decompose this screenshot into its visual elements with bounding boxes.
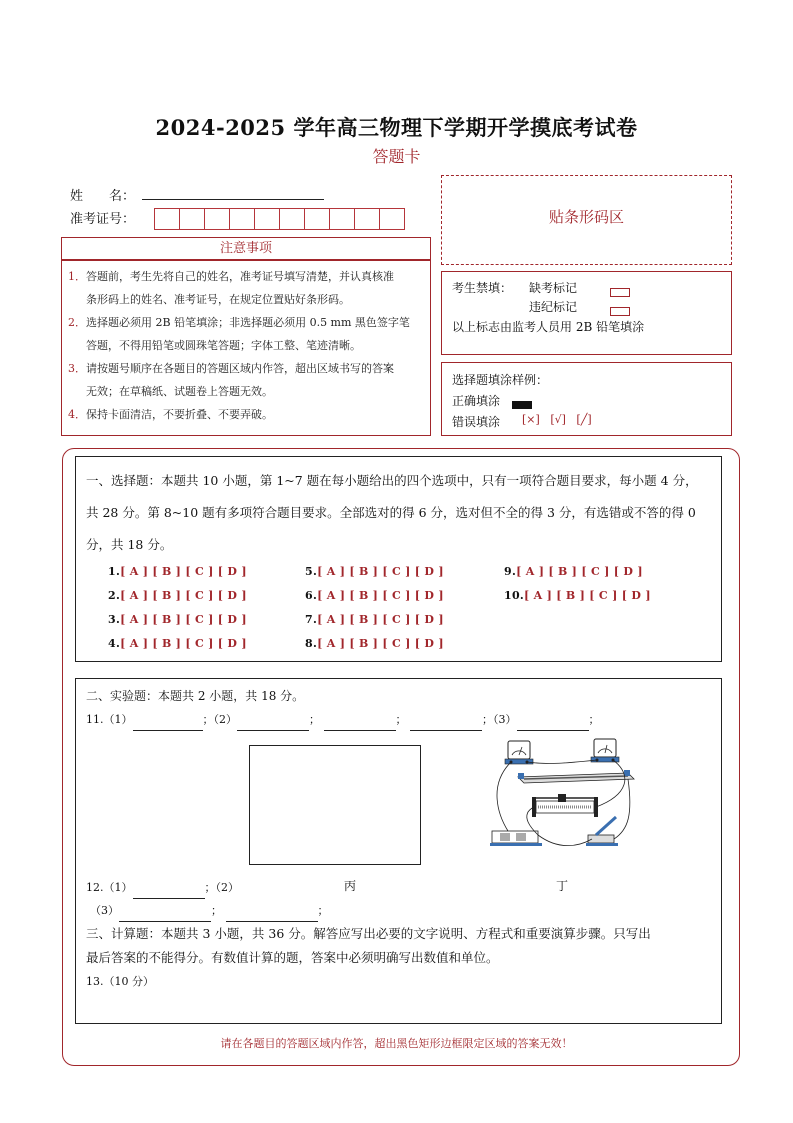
battery-icon	[490, 831, 542, 846]
footer-warning: 请在各题目的答题区域内作答，超出黑色矩形边框限定区域的答案无效！	[220, 1037, 573, 1050]
correct-fill-mark	[512, 394, 532, 413]
q11-part3-label: ；（3）	[482, 713, 517, 726]
note-number: 3．	[68, 362, 86, 375]
name-label: 姓 名：	[70, 189, 136, 204]
choice-question-4[interactable]	[108, 637, 247, 650]
note-text: 选择题必须用 2B 铅笔填涂；非选择题必须用 0.5 mm 黑色签字笔	[86, 316, 410, 329]
choice-options[interactable]: [ A ] [ B ] [ C ] [ D ]	[317, 565, 444, 578]
choice-question-8[interactable]	[305, 637, 444, 650]
section1-instructions-line3: 分，共 18 分。	[86, 537, 173, 552]
choice-question-10[interactable]	[504, 589, 651, 602]
choice-question-1[interactable]	[108, 565, 247, 578]
name-field[interactable]	[142, 184, 324, 200]
note-item	[68, 311, 424, 334]
rheostat-icon	[532, 794, 598, 817]
prohibited-note: 以上标志由监考人员用 2B 铅笔填涂	[452, 320, 645, 334]
section3-instructions-line2: 最后答案的不能得分。有数值计算的题，答案中必须明确写出数值和单位。	[86, 950, 499, 965]
q11-blank-4[interactable]	[410, 717, 482, 731]
q11-label: 11.（1）	[86, 713, 133, 726]
q12-answer-row-2	[90, 900, 329, 922]
choice-question-7[interactable]	[305, 613, 444, 626]
absent-mark-label: 缺考标记	[529, 281, 578, 295]
violation-mark-label: 违纪标记	[529, 300, 578, 314]
fill-sample-box	[441, 362, 732, 436]
separator: ；	[588, 713, 600, 726]
question-number: 8.	[305, 637, 318, 650]
id-digit-box[interactable]	[354, 208, 380, 230]
wrong-mark-slash: [╱]	[576, 413, 592, 426]
figure-bing-caption: 丙	[344, 879, 357, 893]
choice-options[interactable]: [ A ] [ B ] [ C ] [ D ]	[120, 613, 247, 626]
choice-options[interactable]: [ A ] [ B ] [ C ] [ D ]	[120, 637, 247, 650]
figure-bing-drawing-box[interactable]	[249, 745, 421, 865]
q12-blank-2[interactable]	[119, 908, 211, 922]
note-text: 请按题号顺序在各题目的答题区域内作答，超出区域书写的答案	[86, 362, 394, 375]
q12-blank-1[interactable]	[133, 885, 205, 899]
separator: ；	[309, 713, 320, 726]
wrong-fill-marks	[522, 413, 592, 426]
question-number: 4.	[108, 637, 121, 650]
question-number: 10.	[504, 589, 525, 602]
choice-options[interactable]: [ A ] [ B ] [ C ] [ D ]	[317, 637, 444, 650]
choice-options[interactable]: [ A ] [ B ] [ C ] [ D ]	[317, 589, 444, 602]
figure-ding-caption: 丁	[556, 879, 569, 893]
question-number: 1.	[108, 565, 121, 578]
id-digit-box[interactable]	[254, 208, 280, 230]
id-label: 准考证号：	[70, 212, 136, 227]
id-digit-box[interactable]	[379, 208, 405, 230]
choice-options[interactable]: [ A ] [ B ] [ C ] [ D ]	[524, 589, 651, 602]
note-text: 条形码上的姓名、准考证号，在规定位置贴好条形码。	[86, 293, 350, 306]
section2-heading: 二、实验题：本题共 2 小题，共 18 分。	[86, 689, 305, 703]
note-item	[68, 357, 424, 380]
question-number: 9.	[504, 565, 517, 578]
q12-blank-3[interactable]	[226, 908, 318, 922]
choice-question-6[interactable]	[305, 589, 444, 602]
question-number: 6.	[305, 589, 318, 602]
note-number: 2．	[68, 316, 86, 329]
wrong-fill-label: 错误填涂	[452, 415, 501, 429]
separator: ；	[211, 904, 222, 917]
wrong-mark-check: [√]	[550, 413, 566, 426]
circuit-apparatus-figure	[488, 735, 638, 859]
choice-question-2[interactable]	[108, 589, 247, 602]
q12-answer-row	[86, 877, 239, 899]
section1-instructions-line1: 一、选择题：本题共 10 小题，第 1~7 题在每小题给出的四个选项中，只有一项符合题目要求，每小题 4 分，	[86, 473, 698, 488]
notes-heading-box	[61, 237, 431, 260]
q13-label: 13.（10 分）	[86, 975, 154, 988]
note-number: 4．	[68, 408, 86, 421]
section1-instructions-line2: 共 28 分。第 8~10 题有多项符合题目要求。全部选对的得 6 分，选对但不全的得 3 分，有选错或不答的得 0	[86, 505, 696, 520]
q12-part2-label: ；（2）	[204, 881, 239, 894]
choice-options[interactable]: [ A ] [ B ] [ C ] [ D ]	[120, 589, 247, 602]
note-item	[68, 403, 424, 426]
id-digit-boxes	[154, 208, 404, 232]
choice-options[interactable]: [ A ] [ B ] [ C ] [ D ]	[120, 565, 247, 578]
choice-question-3[interactable]	[108, 613, 247, 626]
note-text: 答题，不得用铅笔或圆珠笔答题；字体工整、笔迹清晰。	[86, 339, 361, 352]
prohibited-label: 考生禁填：	[452, 281, 513, 295]
notes-box	[61, 260, 431, 436]
id-digit-box[interactable]	[304, 208, 330, 230]
choice-question-5[interactable]	[305, 565, 444, 578]
q13-answer-area[interactable]	[86, 995, 711, 1019]
voltmeter-icon	[505, 741, 533, 764]
answer-sheet-subtitle: 答题卡	[372, 147, 421, 166]
q12-label: 12.（1）	[86, 881, 133, 894]
barcode-area	[441, 175, 732, 265]
correct-fill-label: 正确填涂	[452, 394, 501, 408]
choice-question-9[interactable]	[504, 565, 643, 578]
question-number: 5.	[305, 565, 318, 578]
exam-title: 2024-2025 学年高三物理下学期开学摸底考试卷	[155, 115, 638, 140]
separator: ；	[395, 713, 407, 726]
question-number: 3.	[108, 613, 121, 626]
ammeter-icon	[591, 739, 619, 762]
section1-box	[75, 456, 722, 662]
id-digit-box[interactable]	[154, 208, 180, 230]
fill-sample-heading: 选择题填涂样例：	[452, 373, 549, 387]
choice-options[interactable]: [ A ] [ B ] [ C ] [ D ]	[317, 613, 444, 626]
id-digit-box[interactable]	[279, 208, 305, 230]
prohibited-box	[441, 271, 732, 355]
question-number: 2.	[108, 589, 121, 602]
resistance-wire-board-icon	[518, 770, 634, 783]
q12-part3-label: （3）	[90, 904, 119, 917]
section2-3-box	[75, 678, 722, 1024]
separator: ；	[317, 904, 329, 917]
id-digit-box[interactable]	[329, 208, 355, 230]
id-digit-box[interactable]	[229, 208, 255, 230]
note-text: 答题前，考生先将自己的姓名，准考证号填写清楚，并认真核准	[86, 270, 394, 283]
wrong-mark-cross: [×]	[522, 413, 540, 426]
switch-icon	[586, 817, 618, 846]
question-number: 7.	[305, 613, 318, 626]
q11-blank-1[interactable]	[133, 717, 203, 731]
q11-part2-label: ；（2）	[202, 713, 237, 726]
q11-blank-3[interactable]	[324, 717, 396, 731]
notes-heading: 注意事项	[219, 241, 272, 256]
q11-answer-row	[86, 709, 600, 731]
q11-blank-5[interactable]	[517, 717, 589, 731]
note-number: 1．	[68, 270, 86, 283]
absent-mark-box[interactable]	[610, 282, 630, 301]
choice-options[interactable]: [ A ] [ B ] [ C ] [ D ]	[516, 565, 643, 578]
note-text: 保持卡面清洁，不要折叠、不要弄破。	[86, 408, 273, 421]
note-item	[68, 265, 424, 288]
q11-blank-2[interactable]	[237, 717, 309, 731]
section3-instructions-line1: 三、计算题：本题共 3 小题，共 36 分。解答应写出必要的文字说明、方程式和重要演算步骤。只写出	[86, 926, 651, 941]
barcode-area-label: 贴条形码区	[548, 208, 624, 226]
note-text: 无效；在草稿纸、试题卷上答题无效。	[86, 385, 273, 398]
id-digit-box[interactable]	[179, 208, 205, 230]
id-digit-box[interactable]	[204, 208, 230, 230]
